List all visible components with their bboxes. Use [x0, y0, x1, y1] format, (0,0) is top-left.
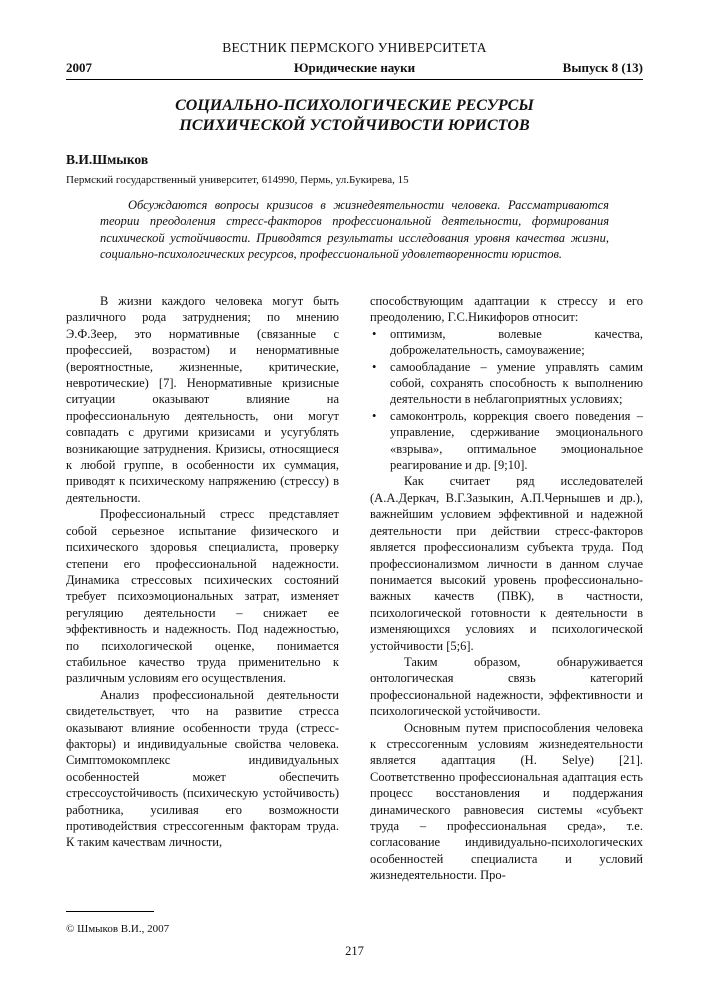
page-content	[66, 40, 643, 883]
footnote-rule	[66, 911, 154, 912]
abstract: Обсуждаются вопросы кризисов в жизнедеятельности человека. Рассматриваются теории преодоления стресс-факторов профессиональной деятельности, формирования психической устойчивости. Приводятся результаты исследования уровня качества жизни, социально-психологических ресурсов, профессиональной удовлетворенности юристов.	[100, 198, 609, 262]
bullet-icon: •	[372, 326, 377, 341]
title-line-2: ПСИХИЧЕСКОЙ УСТОЙЧИВОСТИ ЮРИСТОВ	[179, 117, 530, 134]
title-line-1: СОЦИАЛЬНО-ПСИХОЛОГИЧЕСКИЕ РЕСУРСЫ	[175, 97, 534, 114]
article-title	[66, 96, 643, 136]
running-header	[66, 60, 643, 76]
section-name: Юридические науки	[293, 60, 416, 75]
left-column	[66, 293, 339, 851]
list-item-text: оптимизм, волевые качества, доброжелательность, самоуважение;	[390, 326, 643, 358]
list-item-text: самоконтроль, коррекция своего поведения – управление, сдерживание эмоционального «взрыва», оптимальное эмоциональное реагирование и др. [9;10].	[390, 408, 643, 473]
bullet-icon: •	[372, 408, 377, 423]
paragraph: Профессиональный стресс представляет собой серьезное испытание физического и психического здоровья специалиста, проверку степени его профессиональной надежности. Динамика стрессовых психических состояний требует психоэмоциональных затрат, изменяет регуляцию деятельности – снижает ее эффективность и надежность. Под надежностью, по психологической оценке, понимается стабильное качество труда применительно к различным условиям его осуществления.	[66, 507, 339, 686]
affiliation: Пермский государственный университет, 614990, Пермь, ул.Букирева, 15	[66, 174, 409, 186]
page-number: 217	[345, 944, 364, 958]
copyright-footnote: © Шмыков В.И., 2007	[66, 923, 170, 935]
author: В.И.Шмыков	[66, 152, 149, 167]
year: 2007	[66, 60, 92, 75]
paragraph: Основным путем приспособления человека к стрессогенным условиям жизнедеятельности является адаптация (H. Selye) [21]. Соответственно профессиональная адаптация есть процесс восстановления и поддержания динамического равновесия системы «субъект труда – профессиональная среда», т.е. согласование индивидуально-психологических особенностей специалиста и условий жизнедеятельности. Про-	[370, 720, 643, 883]
list-item	[370, 408, 643, 474]
header-rule	[66, 79, 643, 80]
paragraph: способствующим адаптации к стрессу и его преодолению, Г.С.Никифоров относит:	[370, 294, 643, 325]
paragraph: Как считает ряд исследователей (А.А.Деркач, В.Г.Зазыкин, А.П.Чернышев и др.), важнейшим условием эффективной и надежной деятельности при действии стресс-факторов является профессионализм субъекта труда. Под профессионализмом личности в данном случае понимается высокий уровень профессионально-важных качеств (ПВК), в частности, психологической готовности к деятельности в изменяющихся условиях и психологической устойчивости [5;6].	[370, 474, 643, 653]
bullet-icon: •	[372, 359, 377, 374]
list-item	[370, 359, 643, 408]
list-item	[370, 326, 643, 359]
paragraph: Таким образом, обнаруживается онтологическая связь категорий профессиональной надежности, эффективности и психологической устойчивости.	[370, 654, 643, 719]
right-column	[370, 293, 643, 884]
bullet-list	[370, 326, 643, 474]
paragraph: Анализ профессиональной деятельности свидетельствует, что на развитие стресса оказывают влияние особенности труда (стресс-факторы) и индивидуальные свойства человека. Симптомокомплекс индивидуальных особенностей может обеспечить стрессоустойчивость (психическую устойчивость) работника, усиливая его возможности противодействия стрессогенным факторам труда. К таким качествам личности,	[66, 687, 339, 850]
issue-number: Выпуск 8 (13)	[562, 60, 643, 75]
paragraph: В жизни каждого человека могут быть различного рода затруднения; по мнению Э.Ф.Зеер, это нормативные (связанные с профессией, возрастом) и ненормативные (вероятностные, жизненные, критические, невротические) [7]. Ненормативные кризисные ситуации оказывают влияние на профессиональную деятельность, они могут совпадать с другими кризисами и усугублять возникающие затруднения. Кризисы, относящиеся к любой группе, в особенности их суммация, приводят к психическому напряжению (стрессу) в деятельности.	[66, 294, 339, 505]
list-item-text: самообладание – умение управлять самим собой, сохранять способность к выполнению деятельности в неблагоприятных условиях;	[390, 359, 643, 407]
body-columns	[66, 293, 643, 905]
journal-name: ВЕСТНИК ПЕРМСКОГО УНИВЕРСИТЕТА	[222, 40, 487, 55]
